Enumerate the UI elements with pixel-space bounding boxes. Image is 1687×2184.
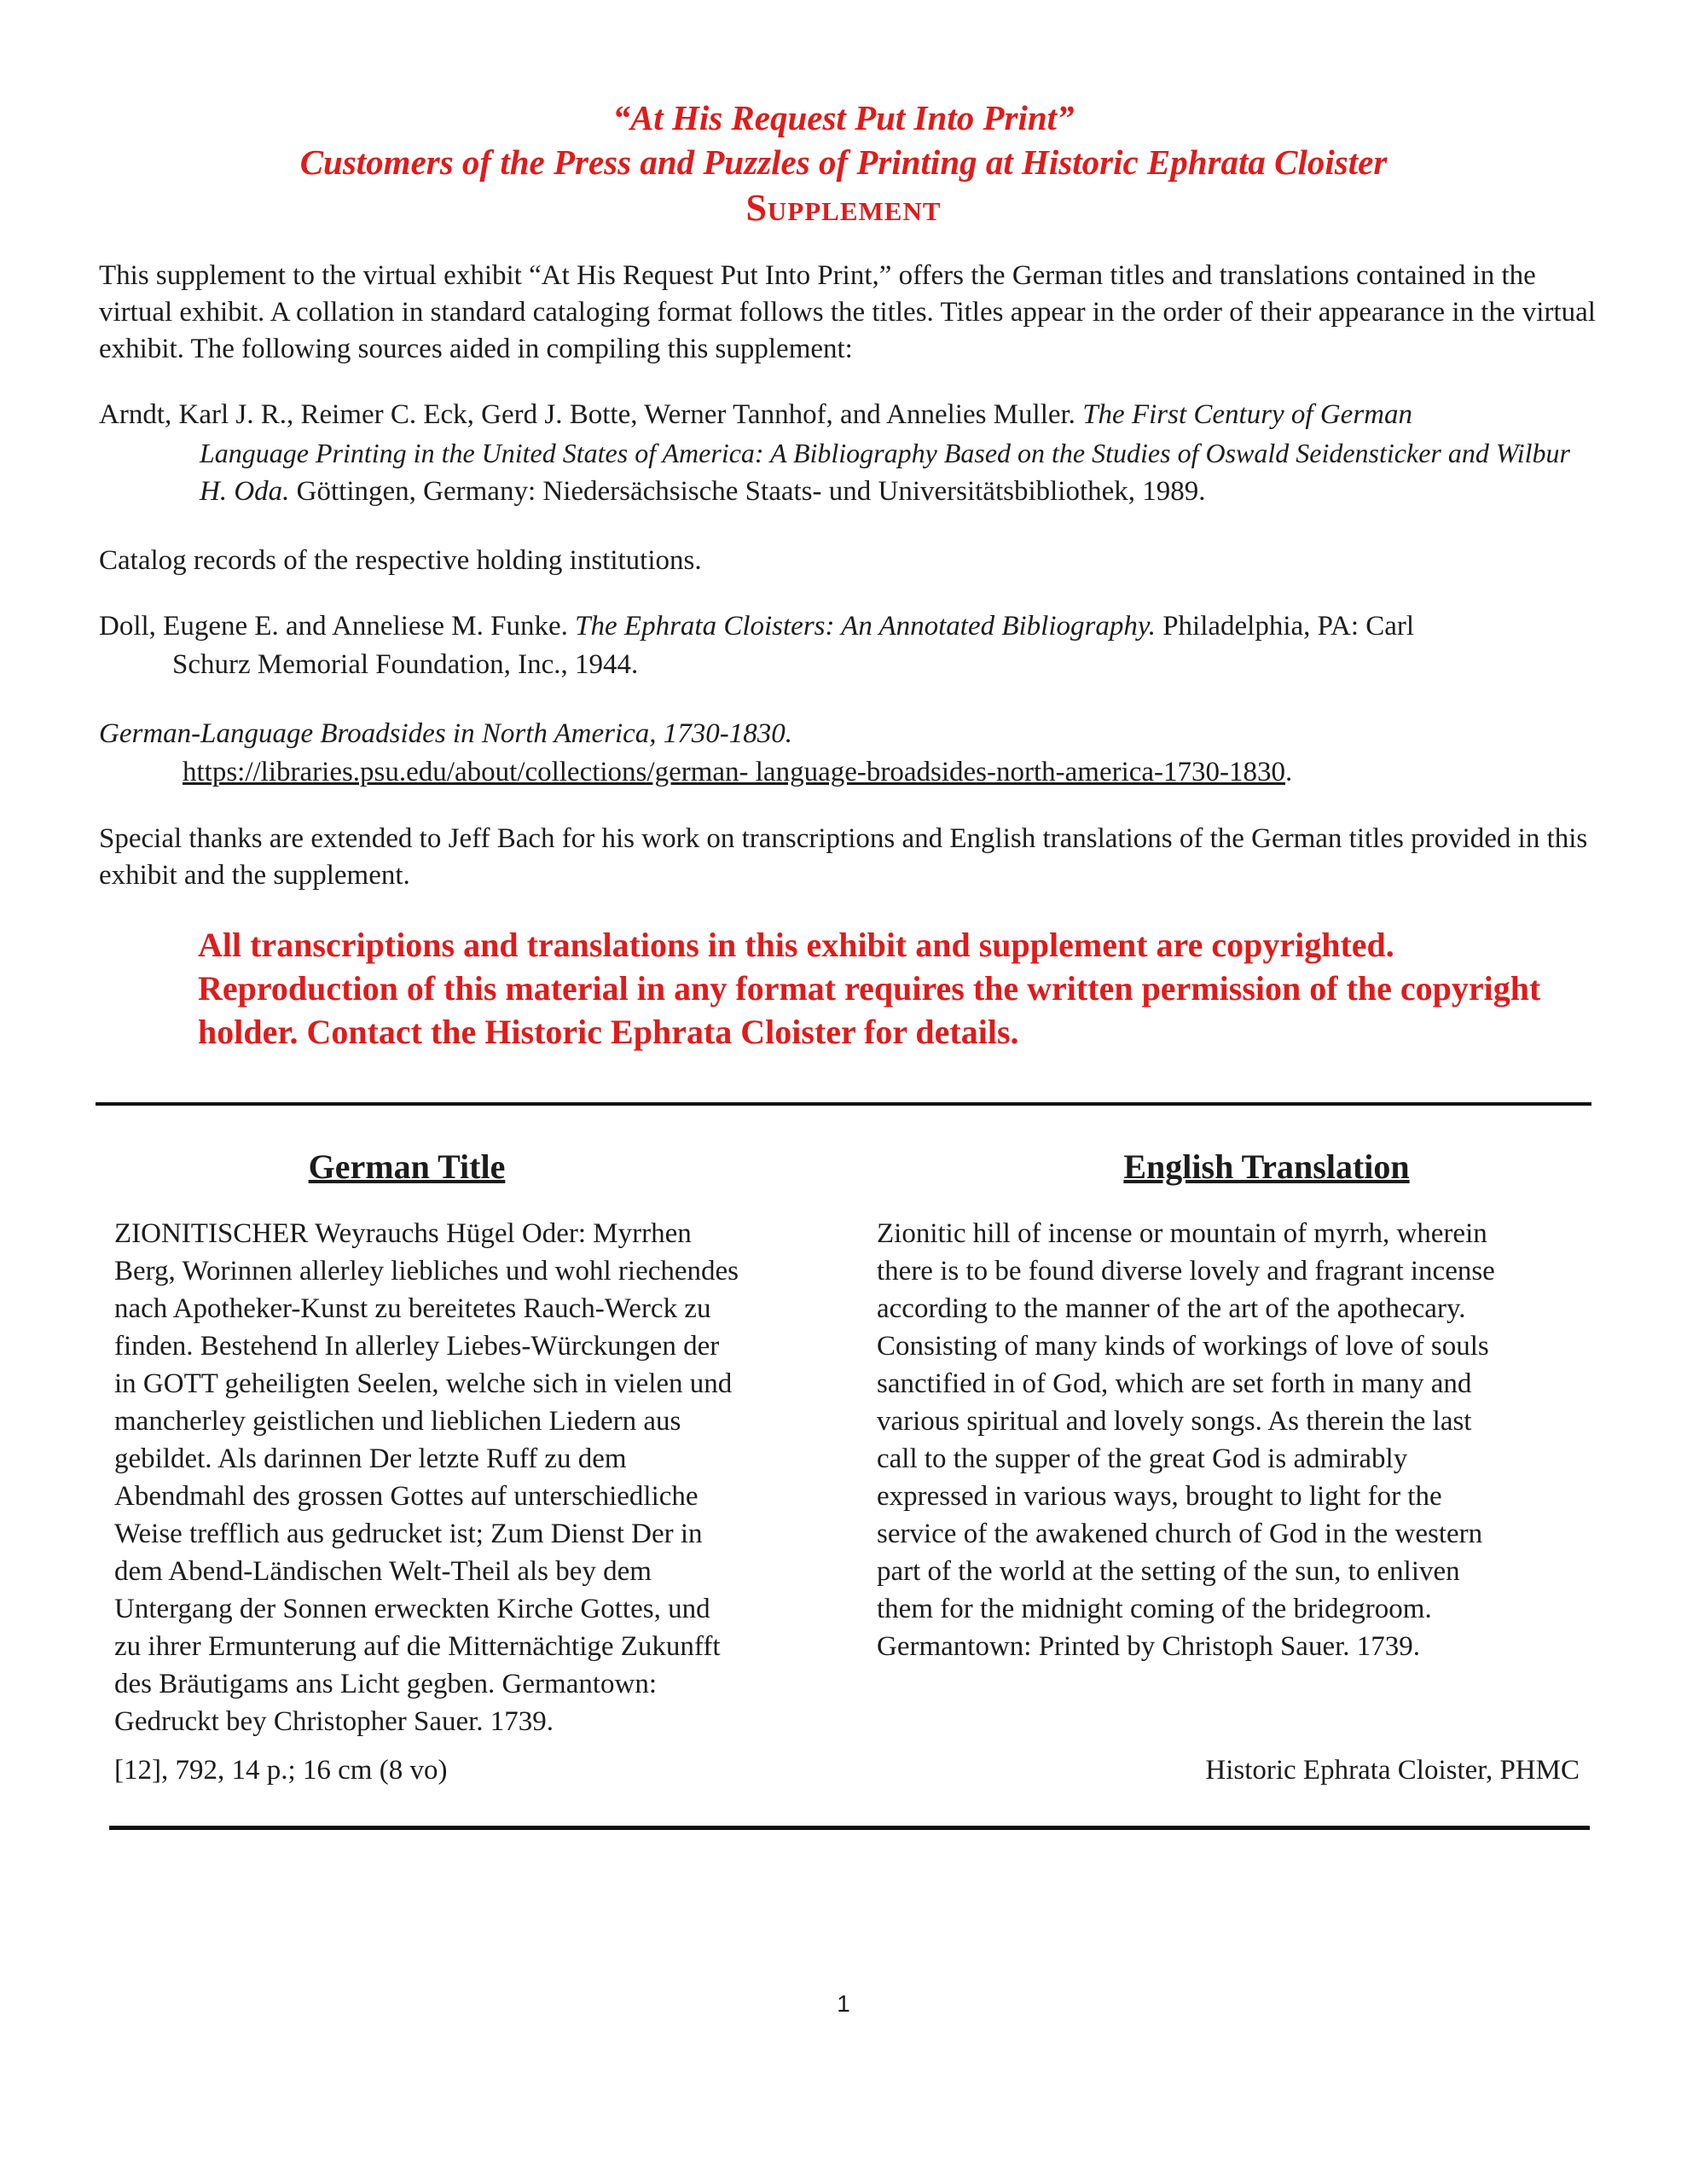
text-line: various spiritual and lovely songs. As therein the last: [877, 1406, 1472, 1437]
text-line: Weise trefflich aus gedrucket ist; Zum Dienst Der in: [114, 1519, 703, 1549]
text-line: nach Apotheker-Kunst zu bereitetes Rauch-Werck zu: [114, 1293, 711, 1324]
text-line: Consisting of many kinds of workings of love of souls: [877, 1331, 1489, 1362]
thanks-paragraph: Special thanks are extended to Jeff Bach for his work on transcriptions and English translations of the German titles provided in this exhibit and the supplement.: [99, 823, 1588, 891]
german-title-text: [114, 1215, 848, 1740]
collation-text: [12], 792, 14 p.; 16 cm (8 vo): [114, 1755, 448, 1786]
text-line: mancherley geistlichen und lieblichen Liedern aus: [114, 1406, 681, 1437]
text-line: Berg, Worinnen allerley liebliches und wohl riechendes: [114, 1256, 739, 1287]
arndt-authors: Arndt, Karl J. R., Reimer C. Eck, Gerd J. Botte, Werner Tannhof, and Annelies Muller.: [99, 399, 1083, 430]
page-number: 1: [837, 1990, 850, 2017]
text-line: des Bräutigams ans Licht gegben. Germantown:: [114, 1669, 658, 1699]
text-line: ZIONITISCHER Weyrauchs Hügel Oder: Myrrhen: [114, 1218, 692, 1249]
broadsides-trailing: .: [1285, 757, 1293, 787]
arndt-title-line3-wrap: [99, 473, 1600, 511]
exhibit-title: “At His Request Put Into Print”: [612, 98, 1075, 137]
text-line: them for the midnight coming of the bridegroom.: [877, 1594, 1432, 1624]
text-line: sanctified in of God, which are set forth in many and: [877, 1368, 1472, 1399]
text-line: in GOTT geheiligten Seelen, welche sich in vielen und: [114, 1368, 733, 1399]
text-line: there is to be found diverse lovely and fragrant incense: [877, 1256, 1495, 1287]
arndt-title-line3: H. Oda.: [200, 476, 290, 507]
text-line: service of the awakened church of God in the western: [877, 1519, 1483, 1549]
exhibit-subtitle: Customers of the Press and Puzzles of Printing at Historic Ephrata Cloister: [299, 142, 1388, 182]
holding-institution: Historic Ephrata Cloister, PHMC: [1205, 1755, 1580, 1786]
text-line: finden. Bestehend In allerley Liebes-Würckungen der: [114, 1331, 720, 1362]
text-line: Untergang der Sonnen erweckten Kirche Gottes, und: [114, 1594, 710, 1624]
text-line: Germantown: Printed by Christoph Sauer. 1739.: [877, 1631, 1421, 1662]
english-translation-text: [877, 1215, 1610, 1665]
text-line: expressed in various ways, brought to light for the: [877, 1481, 1442, 1512]
source-arndt: [99, 396, 1600, 511]
text-line: according to the manner of the art of the apothecary.: [877, 1293, 1466, 1324]
text-line: Zionitic hill of incense or mountain of myrrh, wherein: [877, 1218, 1487, 1249]
text-line: call to the supper of the great God is admirably: [877, 1443, 1408, 1474]
doll-publisher-line2: Schurz Memorial Foundation, Inc., 1944.: [172, 649, 639, 680]
english-translation-heading: English Translation: [1123, 1147, 1410, 1186]
text-line: Abendmahl des grossen Gottes auf unterschiedliche: [114, 1481, 699, 1512]
text-line: gebildet. Als darinnen Der letzte Ruff zu dem: [114, 1443, 627, 1474]
intro-paragraph: This supplement to the virtual exhibit “At His Request Put Into Print,” offers the German titles and translations contained in the virtual exhibit. A collation in standard cataloging format follows the titles. Titles appear in the order of their appearance in the virtual exhibit. The following sources aided in compiling this supplement:: [99, 260, 1596, 364]
doll-authors: Doll, Eugene E. and Anneliese M. Funke.: [99, 611, 576, 642]
top-divider: [96, 1102, 1591, 1106]
text-line: zu ihrer Ermunterung auf die Mitternächtige Zukunfft: [114, 1631, 721, 1662]
german-title-heading: German Title: [308, 1147, 506, 1186]
bottom-divider: [109, 1826, 1590, 1830]
source-doll: [99, 607, 1600, 684]
doll-title: The Ephrata Cloisters: An Annotated Bibliography.: [575, 611, 1156, 642]
text-line: part of the world at the setting of the sun, to enliven: [877, 1556, 1460, 1587]
source-catalog: Catalog records of the respective holding institutions.: [99, 545, 702, 576]
arndt-publisher: Göttingen, Germany: Niedersächsische Staats- und Universitätsbibliothek, 1989.: [289, 476, 1206, 507]
text-line: Gedruckt bey Christopher Sauer. 1739.: [114, 1706, 554, 1737]
broadsides-title: German-Language Broadsides in North America, 1730-1830.: [99, 718, 793, 749]
copyright-notice: All transcriptions and translations in this exhibit and supplement are copyrighted. Reproduction of this material in any format requires the written permission of the copyright holder. Contact the Historic Ephrata Cloister for details.: [198, 926, 1541, 1051]
arndt-title-line2: Language Printing in the United States of America: A Bibliography Based on the Studies of Oswald Seidensticker and Wilbur: [200, 438, 1570, 468]
supplement-heading: Supplement: [745, 187, 942, 229]
broadsides-link-line: [99, 753, 1600, 792]
source-broadsides: [99, 715, 1600, 792]
arndt-title-line1: The First Century of German: [1082, 399, 1413, 430]
text-line: dem Abend-Ländischen Welt-Theil als bey dem: [114, 1556, 652, 1587]
doll-publisher-line1: Philadelphia, PA: Carl: [1155, 611, 1415, 642]
broadsides-url-link[interactable]: https://libraries.psu.edu/about/collections/german- language-broadsides-north-america-1730-1830: [183, 757, 1286, 787]
